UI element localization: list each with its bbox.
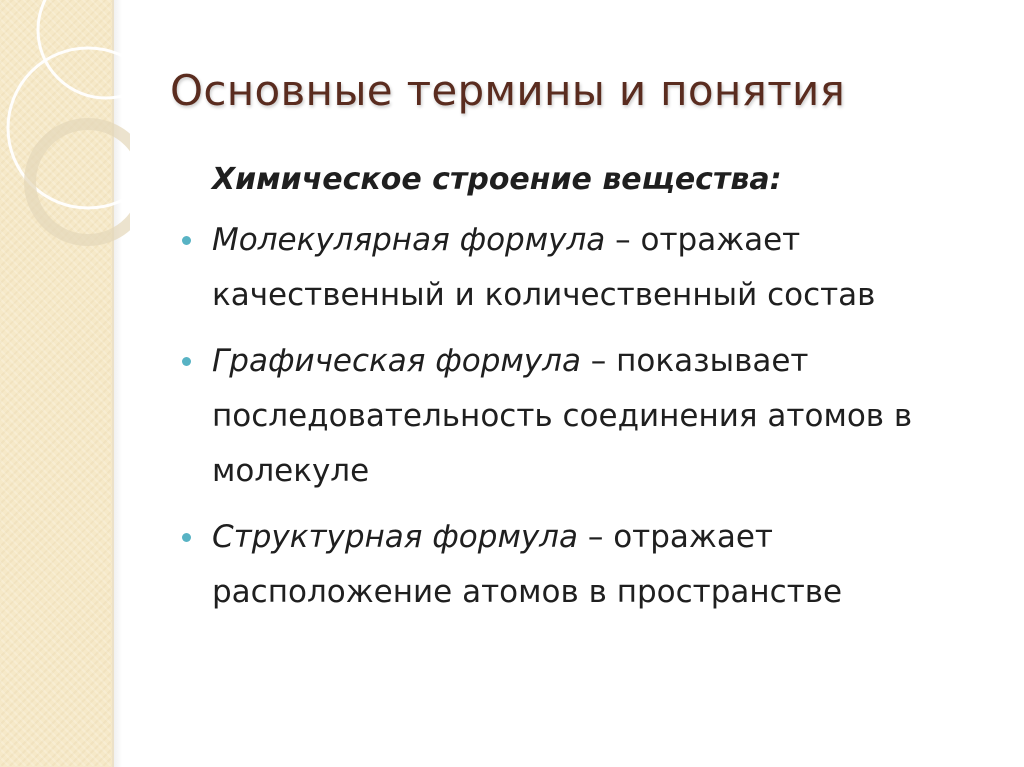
term-name: Молекулярная формула (212, 222, 606, 258)
term-definition: – отражает расположение атомов в пространстве (212, 519, 843, 610)
bullet-dot-icon (182, 533, 191, 542)
slide-content (176, 152, 996, 631)
term-list (176, 213, 996, 620)
list-item (176, 510, 996, 620)
list-item (176, 213, 996, 323)
term-definition: – показывает последовательность соединения атомов в молекуле (212, 343, 913, 489)
slide-title: Основные термины и понятия (170, 66, 846, 115)
list-item (176, 334, 996, 499)
bullet-dot-icon (182, 357, 191, 366)
term-name: Графическая формула (212, 343, 581, 379)
term-definition: – отражает качественный и количественный состав (212, 222, 876, 313)
term-name: Структурная формула (212, 519, 578, 555)
subheading: Химическое строение вещества: (212, 162, 782, 197)
decorative-circles (0, 0, 130, 260)
bullet-dot-icon (182, 236, 191, 245)
decorative-ring-shadow (30, 124, 130, 240)
